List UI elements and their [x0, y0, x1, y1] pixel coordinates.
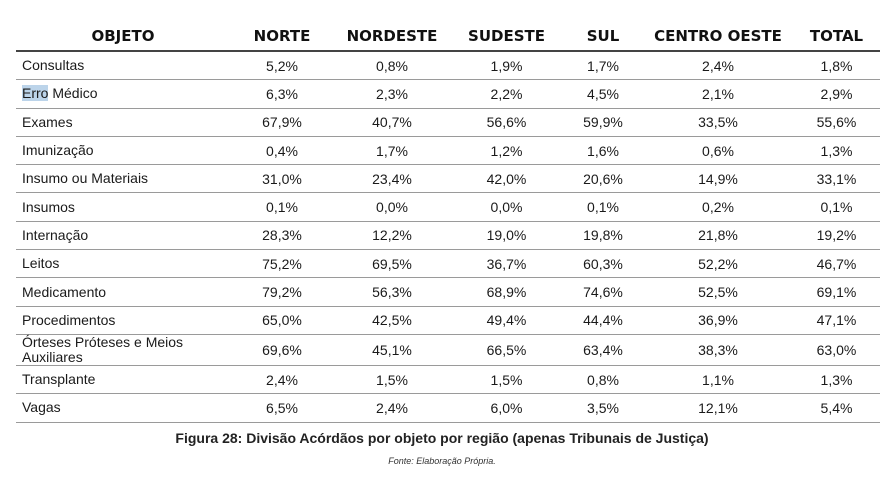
cell-norte: 0,1%: [230, 193, 334, 221]
cell-sul: 1,7%: [563, 51, 643, 80]
table-row: [16, 221, 880, 249]
cell-sul: 60,3%: [563, 250, 643, 278]
cell-centro-oeste: 38,3%: [643, 334, 793, 365]
table-header-row: [16, 22, 880, 51]
row-label: Órteses Próteses e Meios Auxiliares: [16, 334, 230, 365]
cell-total: 55,6%: [793, 108, 880, 136]
row-label: [16, 80, 230, 108]
cell-total: 1,3%: [793, 136, 880, 164]
figure-source: Fonte: Elaboração Própria.: [388, 456, 496, 466]
data-table-container: [16, 22, 880, 423]
header-total: TOTAL: [793, 22, 880, 51]
cell-total: 2,9%: [793, 80, 880, 108]
header-norte: NORTE: [230, 22, 334, 51]
cell-norte: 75,2%: [230, 250, 334, 278]
row-label: Transplante: [16, 365, 230, 393]
cell-norte: 79,2%: [230, 278, 334, 306]
row-label: Internação: [16, 221, 230, 249]
cell-centro-oeste: 52,2%: [643, 250, 793, 278]
cell-nordeste: 2,4%: [334, 394, 450, 422]
cell-total: 69,1%: [793, 278, 880, 306]
header-sul: SUL: [563, 22, 643, 51]
cell-sul: 4,5%: [563, 80, 643, 108]
row-label: Medicamento: [16, 278, 230, 306]
cell-total: 1,8%: [793, 51, 880, 80]
row-label: Exames: [16, 108, 230, 136]
text-selection-highlight[interactable]: Erro: [22, 85, 49, 102]
cell-centro-oeste: 52,5%: [643, 278, 793, 306]
cell-sudeste: 19,0%: [450, 221, 563, 249]
cell-nordeste: 12,2%: [334, 221, 450, 249]
cell-nordeste: 45,1%: [334, 334, 450, 365]
cell-norte: 6,5%: [230, 394, 334, 422]
table-row: [16, 51, 880, 80]
table-row: [16, 193, 880, 221]
cell-nordeste: 23,4%: [334, 165, 450, 193]
cell-centro-oeste: 12,1%: [643, 394, 793, 422]
cell-centro-oeste: 14,9%: [643, 165, 793, 193]
cell-sul: 3,5%: [563, 394, 643, 422]
cell-nordeste: 40,7%: [334, 108, 450, 136]
cell-centro-oeste: 0,6%: [643, 136, 793, 164]
cell-sudeste: 2,2%: [450, 80, 563, 108]
header-nordeste: NORDESTE: [334, 22, 450, 51]
cell-sudeste: 6,0%: [450, 394, 563, 422]
header-centro-oeste: CENTRO OESTE: [643, 22, 793, 51]
acordaos-table: [16, 22, 880, 423]
cell-norte: 69,6%: [230, 334, 334, 365]
cell-sul: 0,1%: [563, 193, 643, 221]
cell-norte: 0,4%: [230, 136, 334, 164]
row-label: Insumo ou Materiais: [16, 165, 230, 193]
cell-norte: 67,9%: [230, 108, 334, 136]
cell-sul: 20,6%: [563, 165, 643, 193]
table-row: [16, 334, 880, 365]
cell-nordeste: 0,0%: [334, 193, 450, 221]
cell-nordeste: 2,3%: [334, 80, 450, 108]
cell-sudeste: 68,9%: [450, 278, 563, 306]
row-label: Vagas: [16, 394, 230, 422]
cell-sul: 19,8%: [563, 221, 643, 249]
cell-sudeste: 49,4%: [450, 306, 563, 334]
cell-centro-oeste: 1,1%: [643, 365, 793, 393]
cell-norte: 2,4%: [230, 365, 334, 393]
cell-norte: 31,0%: [230, 165, 334, 193]
cell-norte: 6,3%: [230, 80, 334, 108]
row-label: Insumos: [16, 193, 230, 221]
cell-sudeste: 66,5%: [450, 334, 563, 365]
table-row: [16, 136, 880, 164]
cell-total: 46,7%: [793, 250, 880, 278]
cell-sudeste: 1,2%: [450, 136, 563, 164]
cell-centro-oeste: 36,9%: [643, 306, 793, 334]
table-row: [16, 394, 880, 422]
cell-nordeste: 56,3%: [334, 278, 450, 306]
cell-sudeste: 36,7%: [450, 250, 563, 278]
header-sudeste: SUDESTE: [450, 22, 563, 51]
row-label: Leitos: [16, 250, 230, 278]
table-row: [16, 306, 880, 334]
cell-total: 33,1%: [793, 165, 880, 193]
cell-norte: 65,0%: [230, 306, 334, 334]
row-label: Procedimentos: [16, 306, 230, 334]
cell-centro-oeste: 33,5%: [643, 108, 793, 136]
cell-sudeste: 1,9%: [450, 51, 563, 80]
cell-nordeste: 1,7%: [334, 136, 450, 164]
row-label-rest: Médico: [48, 85, 98, 102]
cell-centro-oeste: 21,8%: [643, 221, 793, 249]
cell-centro-oeste: 2,1%: [643, 80, 793, 108]
cell-norte: 5,2%: [230, 51, 334, 80]
cell-sul: 0,8%: [563, 365, 643, 393]
figure-caption: Figura 28: Divisão Acórdãos por objeto por região (apenas Tribunais de Justiça): [175, 430, 709, 446]
cell-nordeste: 1,5%: [334, 365, 450, 393]
cell-sul: 74,6%: [563, 278, 643, 306]
cell-sudeste: 56,6%: [450, 108, 563, 136]
cell-nordeste: 0,8%: [334, 51, 450, 80]
cell-sudeste: 0,0%: [450, 193, 563, 221]
cell-centro-oeste: 0,2%: [643, 193, 793, 221]
cell-sudeste: 42,0%: [450, 165, 563, 193]
cell-total: 0,1%: [793, 193, 880, 221]
table-row: [16, 365, 880, 393]
table-row: [16, 250, 880, 278]
cell-sudeste: 1,5%: [450, 365, 563, 393]
cell-total: 47,1%: [793, 306, 880, 334]
table-row: [16, 278, 880, 306]
cell-total: 19,2%: [793, 221, 880, 249]
cell-norte: 28,3%: [230, 221, 334, 249]
cell-sul: 59,9%: [563, 108, 643, 136]
cell-nordeste: 69,5%: [334, 250, 450, 278]
cell-centro-oeste: 2,4%: [643, 51, 793, 80]
cell-sul: 44,4%: [563, 306, 643, 334]
table-row: [16, 80, 880, 108]
row-label: Imunização: [16, 136, 230, 164]
cell-sul: 1,6%: [563, 136, 643, 164]
row-label: Consultas: [16, 51, 230, 80]
cell-sul: 63,4%: [563, 334, 643, 365]
cell-total: 1,3%: [793, 365, 880, 393]
header-objeto: OBJETO: [16, 22, 230, 51]
table-row: [16, 108, 880, 136]
cell-total: 5,4%: [793, 394, 880, 422]
cell-total: 63,0%: [793, 334, 880, 365]
cell-nordeste: 42,5%: [334, 306, 450, 334]
table-row: [16, 165, 880, 193]
